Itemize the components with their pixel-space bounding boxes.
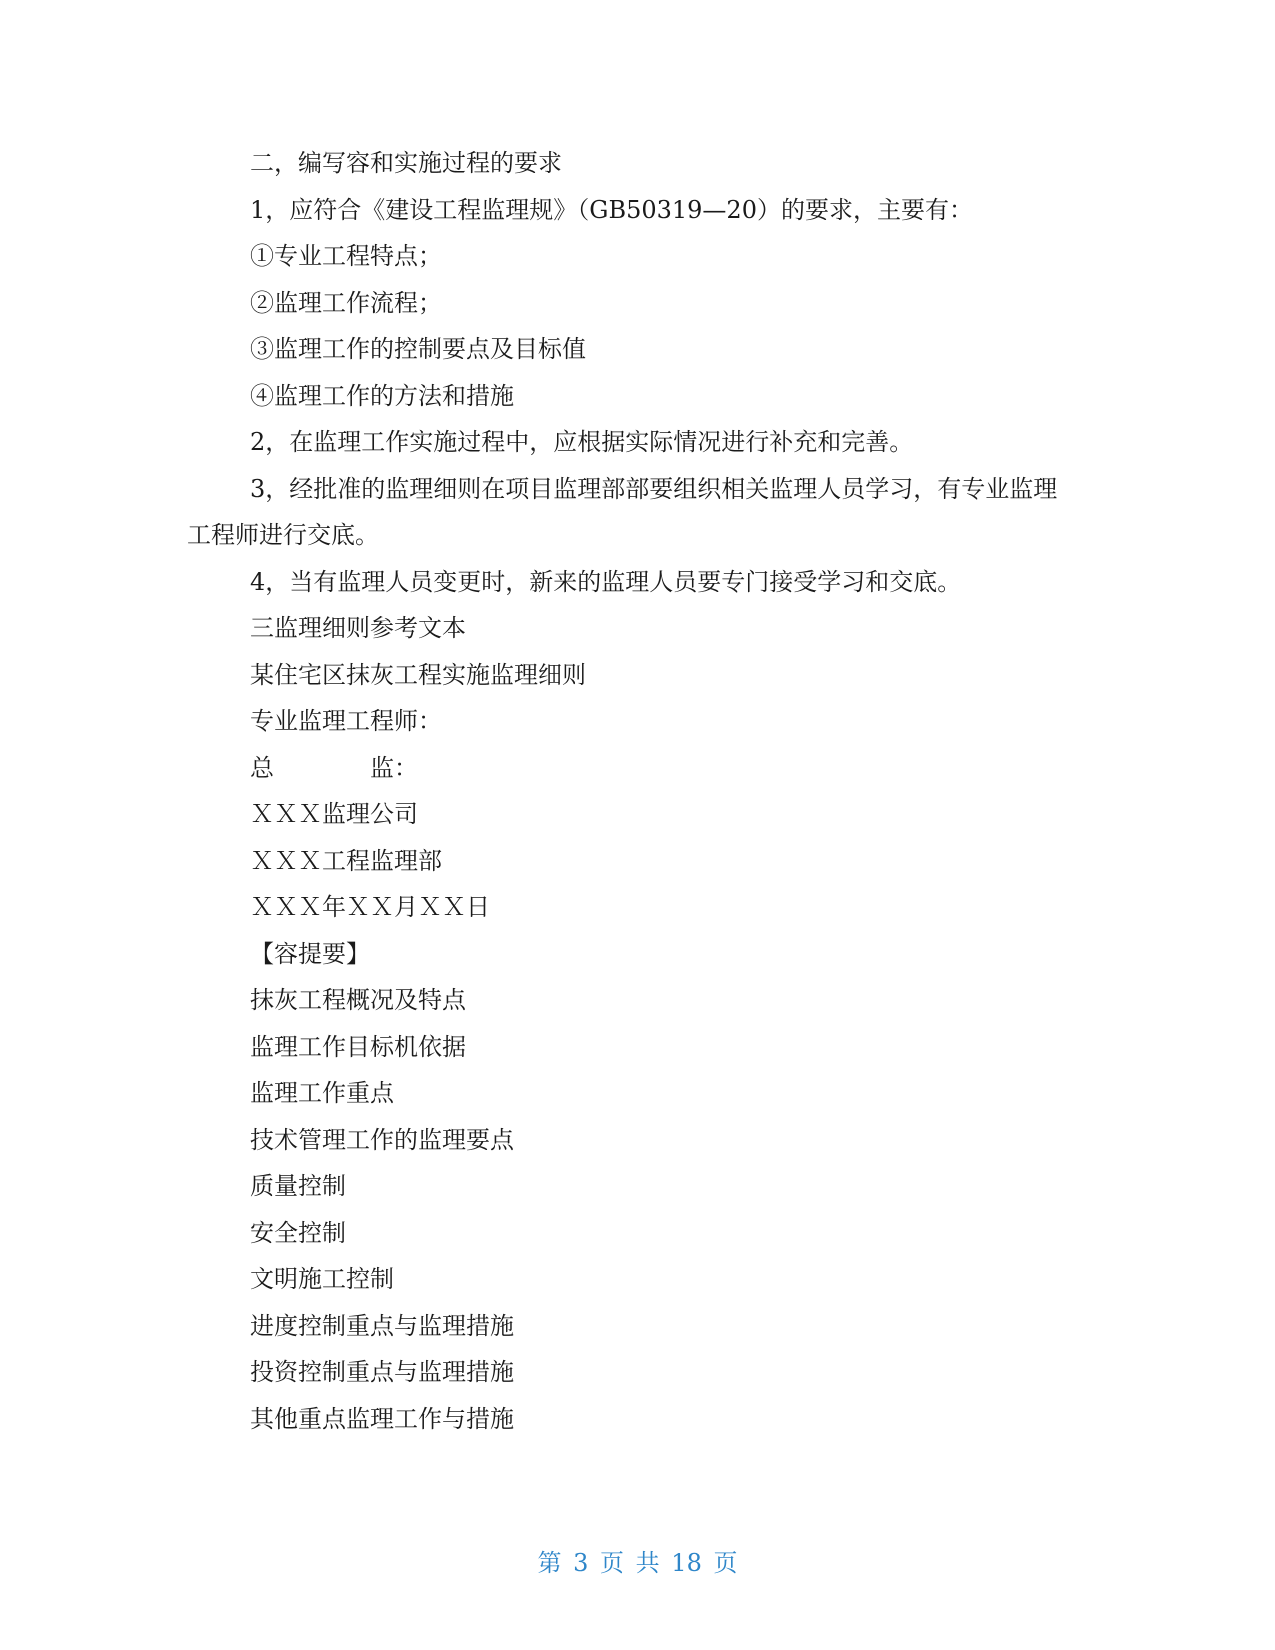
summary-item: 监理工作重点	[250, 1079, 394, 1107]
list-item: ①专业工程特点；	[250, 242, 442, 270]
paragraph: 3，经批准的监理细则在项目监理部部要组织相关监理人员学习，有专业监理	[250, 474, 1058, 503]
list-item: ③监理工作的控制要点及目标值	[250, 335, 586, 363]
paragraph: 1，应符合《建设工程监理规》（GB50319—20）的要求，主要有：	[250, 195, 973, 224]
document-title: 某住宅区抹灰工程实施监理细则	[250, 660, 586, 689]
department-name: ＸＸＸ工程监理部	[250, 846, 442, 875]
list-item: ④监理工作的方法和措施	[250, 381, 514, 410]
summary-item: 投资控制重点与监理措施	[250, 1358, 514, 1386]
summary-heading: 【容提要】	[250, 939, 370, 968]
summary-item: 文明施工控制	[250, 1265, 394, 1293]
summary-item: 进度控制重点与监理措施	[250, 1311, 514, 1340]
signature-field: 总 监：	[250, 753, 418, 782]
date-line: ＸＸＸ年ＸＸ月ＸＸ日	[250, 893, 490, 921]
summary-item: 抹灰工程概况及特点	[250, 986, 466, 1014]
section-heading: 三监理细则参考文本	[250, 614, 466, 642]
summary-item: 质量控制	[250, 1172, 346, 1200]
section-heading: 二，编写容和实施过程的要求	[250, 149, 562, 177]
paragraph: 2，在监理工作实施过程中，应根据实际情况进行补充和完善。	[250, 428, 914, 456]
summary-item: 技术管理工作的监理要点	[250, 1125, 514, 1154]
paragraph-continuation: 工程师进行交底。	[187, 521, 379, 549]
document-body	[187, 140, 1087, 1442]
signature-field: 专业监理工程师：	[250, 707, 442, 735]
paragraph: 4，当有监理人员变更时，新来的监理人员要专门接受学习和交底。	[250, 567, 962, 596]
summary-item: 监理工作目标机依据	[250, 1032, 466, 1061]
company-name: ＸＸＸ监理公司	[250, 800, 418, 828]
summary-item: 安全控制	[250, 1218, 346, 1247]
summary-item: 其他重点监理工作与措施	[250, 1404, 514, 1433]
page-number-footer: 第 3 页 共 18 页	[537, 1549, 738, 1577]
list-item: ②监理工作流程；	[250, 288, 442, 317]
